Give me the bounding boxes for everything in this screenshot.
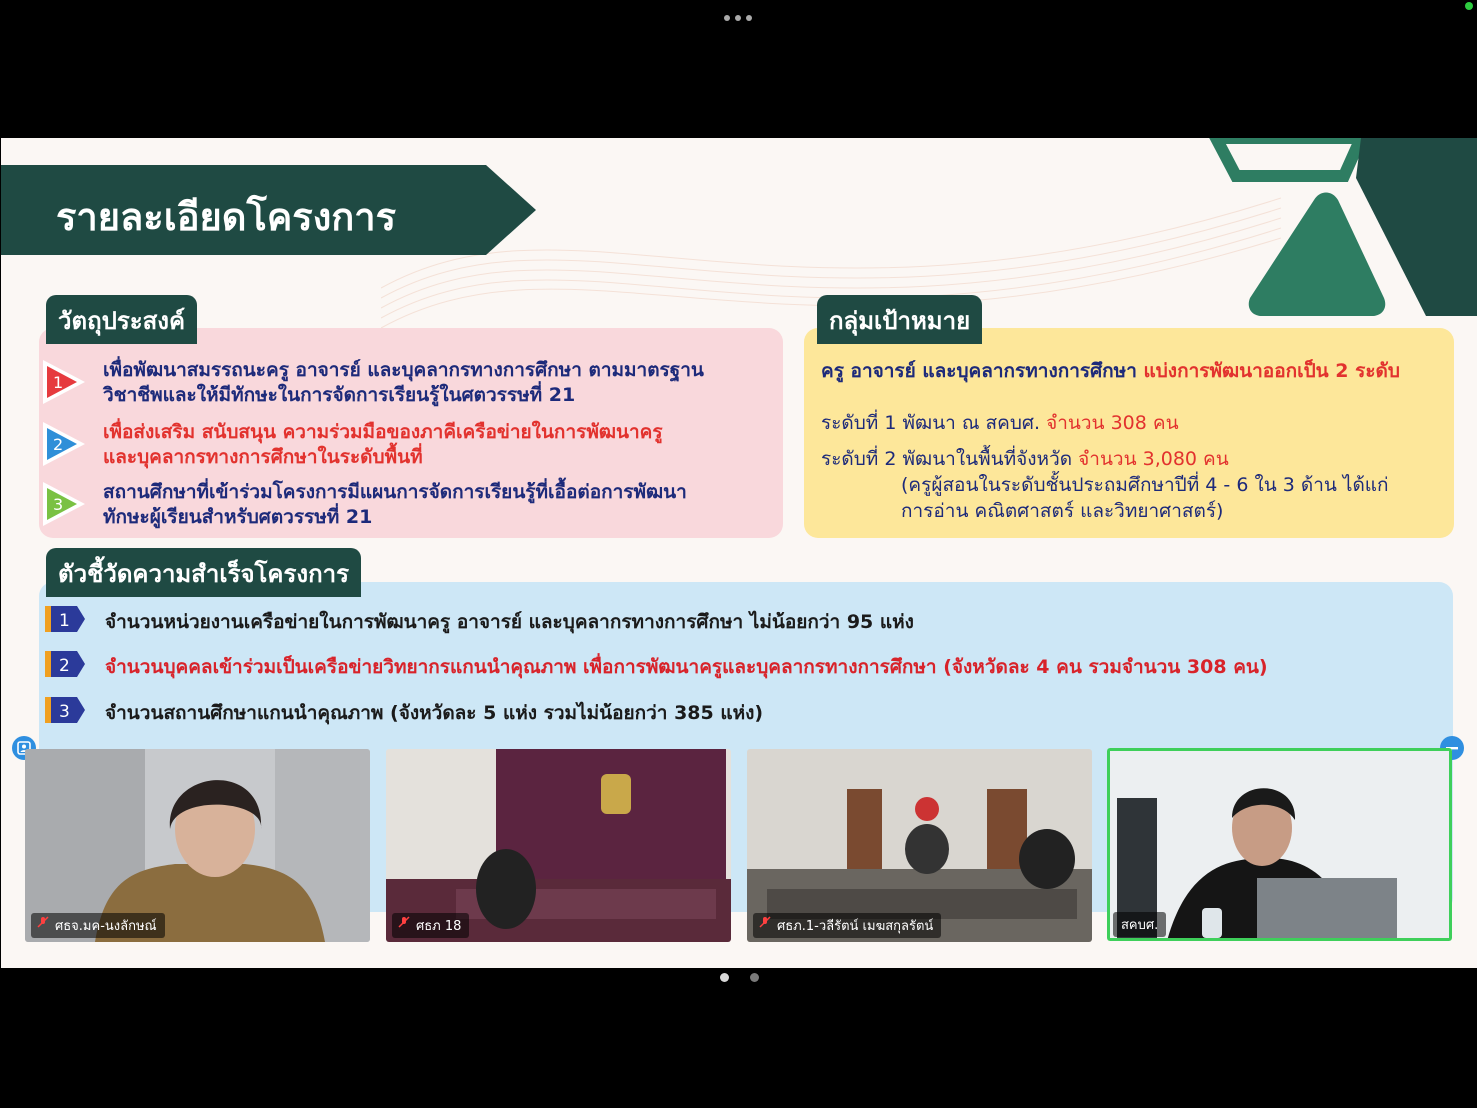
participant-name: ศธภ.1-วลีรัตน์ เมฆสกุลรัตน์: [753, 913, 941, 938]
target-level-2: ระดับที่ 2 พัฒนาในพื้นที่จังหวัด จำนวน 3,080 คน: [821, 448, 1229, 470]
video-tile[interactable]: [386, 749, 731, 942]
indicators-tab: ตัวชี้วัดความสำเร็จโครงการ: [46, 548, 361, 597]
more-options-icon[interactable]: [724, 9, 757, 25]
page-indicator[interactable]: [720, 967, 775, 986]
svg-text:3: 3: [59, 702, 70, 722]
indicator-text: จำนวนสถานศึกษาแกนนำคุณภาพ (จังหวัดละ 5 แห่ง รวมไม่น้อยกว่า 385 แห่ง): [105, 702, 764, 724]
page-dot-active[interactable]: [720, 973, 729, 982]
hexagon-decoration: [1206, 138, 1477, 328]
number-badge-icon: [45, 604, 85, 634]
objectives-tab: วัตถุประสงค์: [46, 295, 197, 344]
participant-name: สคบศ.: [1113, 912, 1166, 937]
objective-text: เพื่อส่งเสริม สนับสนุน ความร่วมมือของภาคีเครือข่ายในการพัฒนาครู และบุคลากรทางการศึกษาในระดับพื้นที่: [103, 421, 663, 468]
mic-muted-icon: [398, 916, 410, 928]
arrow-badge-icon: [41, 358, 89, 406]
mic-muted-icon: [37, 916, 49, 928]
page-dot[interactable]: [750, 973, 759, 982]
target-note: (ครูผู้สอนในระดับชั้นประถมศึกษาปีที่ 4 - 6 ใน 3 ด้าน ได้แก่ การอ่าน คณิตศาสตร์ และวิทยาศาสตร์): [901, 474, 1389, 522]
indicator-text: จำนวนบุคคลเข้าร่วมเป็นเครือข่ายวิทยากรแกนนำคุณภาพ เพื่อการพัฒนาครูและบุคลากรทางการศึกษา (จังหวัดละ 4 คน รวมจำนวน 308 คน): [105, 656, 1268, 678]
svg-text:2: 2: [59, 656, 70, 676]
arrow-badge-icon: [41, 420, 89, 468]
objective-text: เพื่อพัฒนาสมรรถนะครู อาจารย์ และบุคลากรทางการศึกษา ตามมาตรฐาน วิชาชีพและให้มีทักษะในการจัดการเรียนรู้ในศตวรรษที่ 21: [103, 359, 704, 406]
participant-name: ศธจ.มค-นงลักษณ์: [31, 913, 165, 938]
objective-num: 1: [53, 373, 64, 392]
slide-title: รายละเอียดโครงการ: [56, 195, 397, 239]
number-badge-icon: [45, 649, 85, 679]
target-level-1: ระดับที่ 1 พัฒนา ณ สคบศ. จำนวน 308 คน: [821, 412, 1179, 434]
objective-text: สถานศึกษาที่เข้าร่วมโครงการมีแผนการจัดการเรียนรู้ที่เอื้อต่อการพัฒนา ทักษะผู้เรียนสำหรับศตวรรษที่ 21: [103, 481, 687, 528]
objective-num: 2: [53, 435, 64, 454]
video-tile-active-speaker[interactable]: [1107, 748, 1452, 941]
participant-name: ศธภ 18: [392, 913, 469, 938]
svg-text:1: 1: [59, 611, 70, 631]
mic-muted-icon: [759, 916, 771, 928]
target-group-tab: กลุ่มเป้าหมาย: [817, 295, 982, 344]
status-indicator-icon: [1465, 2, 1473, 10]
objective-num: 3: [53, 495, 64, 514]
video-tile[interactable]: [25, 749, 370, 942]
arrow-badge-icon: [41, 480, 89, 528]
indicator-text: จำนวนหน่วยงานเครือข่ายในการพัฒนาครู อาจารย์ และบุคลากรทางการศึกษา ไม่น้อยกว่า 95 แห่ง: [105, 611, 914, 633]
number-badge-icon: [45, 695, 85, 725]
video-tile[interactable]: [747, 749, 1092, 942]
target-headline: ครู อาจารย์ และบุคลากรทางการศึกษา แบ่งการพัฒนาออกเป็น 2 ระดับ: [821, 360, 1400, 382]
